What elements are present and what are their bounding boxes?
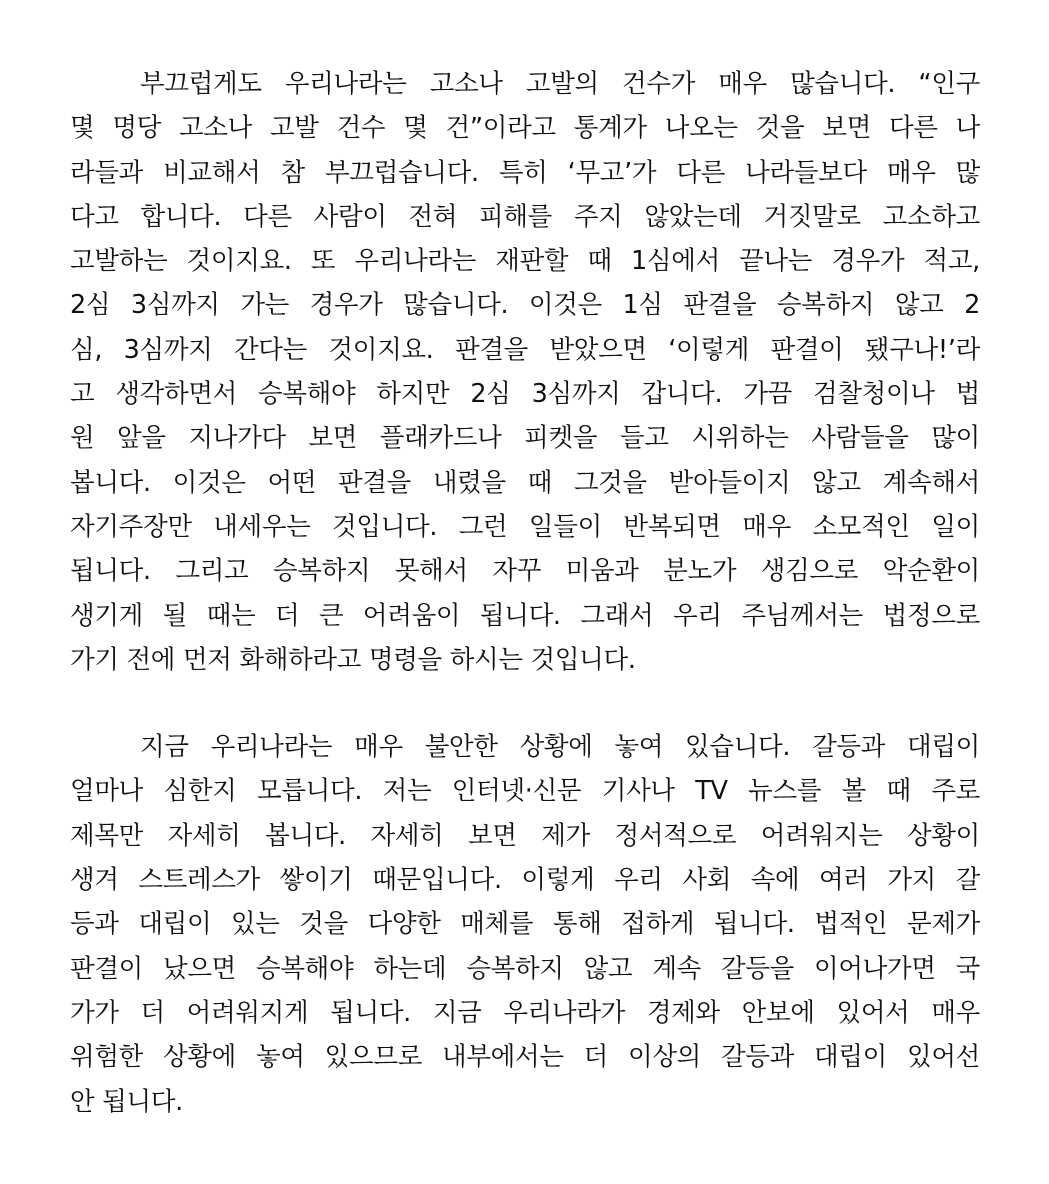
text-line: 다고 합니다. 다른 사람이 전혀 피해를 주지 않았는데 거짓말로 고소하고	[70, 201, 980, 232]
text-line: 고 생각하면서 승복해야 하지만 2심 3심까지 갑니다. 가끔 검찰청이나 법	[70, 379, 980, 410]
text-line: 자기주장만 내세우는 것입니다. 그런 일들이 반복되면 매우 소모적인 일이	[70, 511, 980, 542]
text-line: 판결이 났으면 승복해야 하는데 승복하지 않고 계속 갈등을 이어나가면 국	[70, 953, 980, 984]
text-line: 봅니다. 이것은 어떤 판결을 내렸을 때 그것을 받아들이지 않고 계속해서	[70, 467, 980, 498]
text-line: 몇 명당 고소나 고발 건수 몇 건”이라고 통계가 나오는 것을 보면 다른 나	[70, 113, 980, 144]
paragraph-1	[70, 62, 980, 682]
text-line: 얼마나 심한지 모릅니다. 저는 인터넷·신문 기사나 TV 뉴스를 볼 때 주로	[70, 776, 980, 807]
paragraph-2	[70, 725, 980, 1124]
text-line: 제목만 자세히 봅니다. 자세히 보면 제가 정서적으로 어려워지는 상황이	[70, 820, 980, 851]
document-page	[70, 62, 980, 1124]
text-line: 됩니다. 그리고 승복하지 못해서 자꾸 미움과 분노가 생김으로 악순환이	[70, 556, 980, 587]
text-line: 생기게 될 때는 더 큰 어려움이 됩니다. 그래서 우리 주님께서는 법정으로	[70, 600, 980, 631]
text-line: 2심 3심까지 가는 경우가 많습니다. 이것은 1심 판결을 승복하지 않고 2	[70, 290, 980, 321]
text-line: 안 됩니다.	[70, 1086, 183, 1117]
text-line: 심, 3심까지 간다는 것이지요. 판결을 받았으면 ‘이렇게 판결이 됐구나!’라	[70, 334, 980, 365]
text-line: 부끄럽게도 우리나라는 고소나 고발의 건수가 매우 많습니다. “인구	[140, 69, 980, 99]
text-line: 위험한 상황에 놓여 있으므로 내부에서는 더 이상의 갈등과 대립이 있어선	[70, 1042, 980, 1073]
text-line: 라들과 비교해서 참 부끄럽습니다. 특히 ‘무고’가 다른 나라들보다 매우 많	[70, 157, 980, 188]
text-line: 가가 더 어려워지게 됩니다. 지금 우리나라가 경제와 안보에 있어서 매우	[70, 997, 980, 1028]
text-line: 생겨 스트레스가 쌓이기 때문입니다. 이렇게 우리 사회 속에 여러 가지 갈	[70, 865, 980, 896]
text-line: 원 앞을 지나가다 보면 플래카드나 피켓을 들고 시위하는 사람들을 많이	[70, 423, 980, 454]
text-line: 가기 전에 먼저 화해하라고 명령을 하시는 것입니다.	[70, 644, 636, 675]
text-line: 지금 우리나라는 매우 불안한 상황에 놓여 있습니다. 갈등과 대립이	[140, 732, 980, 763]
text-line: 고발하는 것이지요. 또 우리나라는 재판할 때 1심에서 끝나는 경우가 적고,	[70, 246, 980, 277]
text-line: 등과 대립이 있는 것을 다양한 매체를 통해 접하게 됩니다. 법적인 문제가	[70, 909, 980, 940]
